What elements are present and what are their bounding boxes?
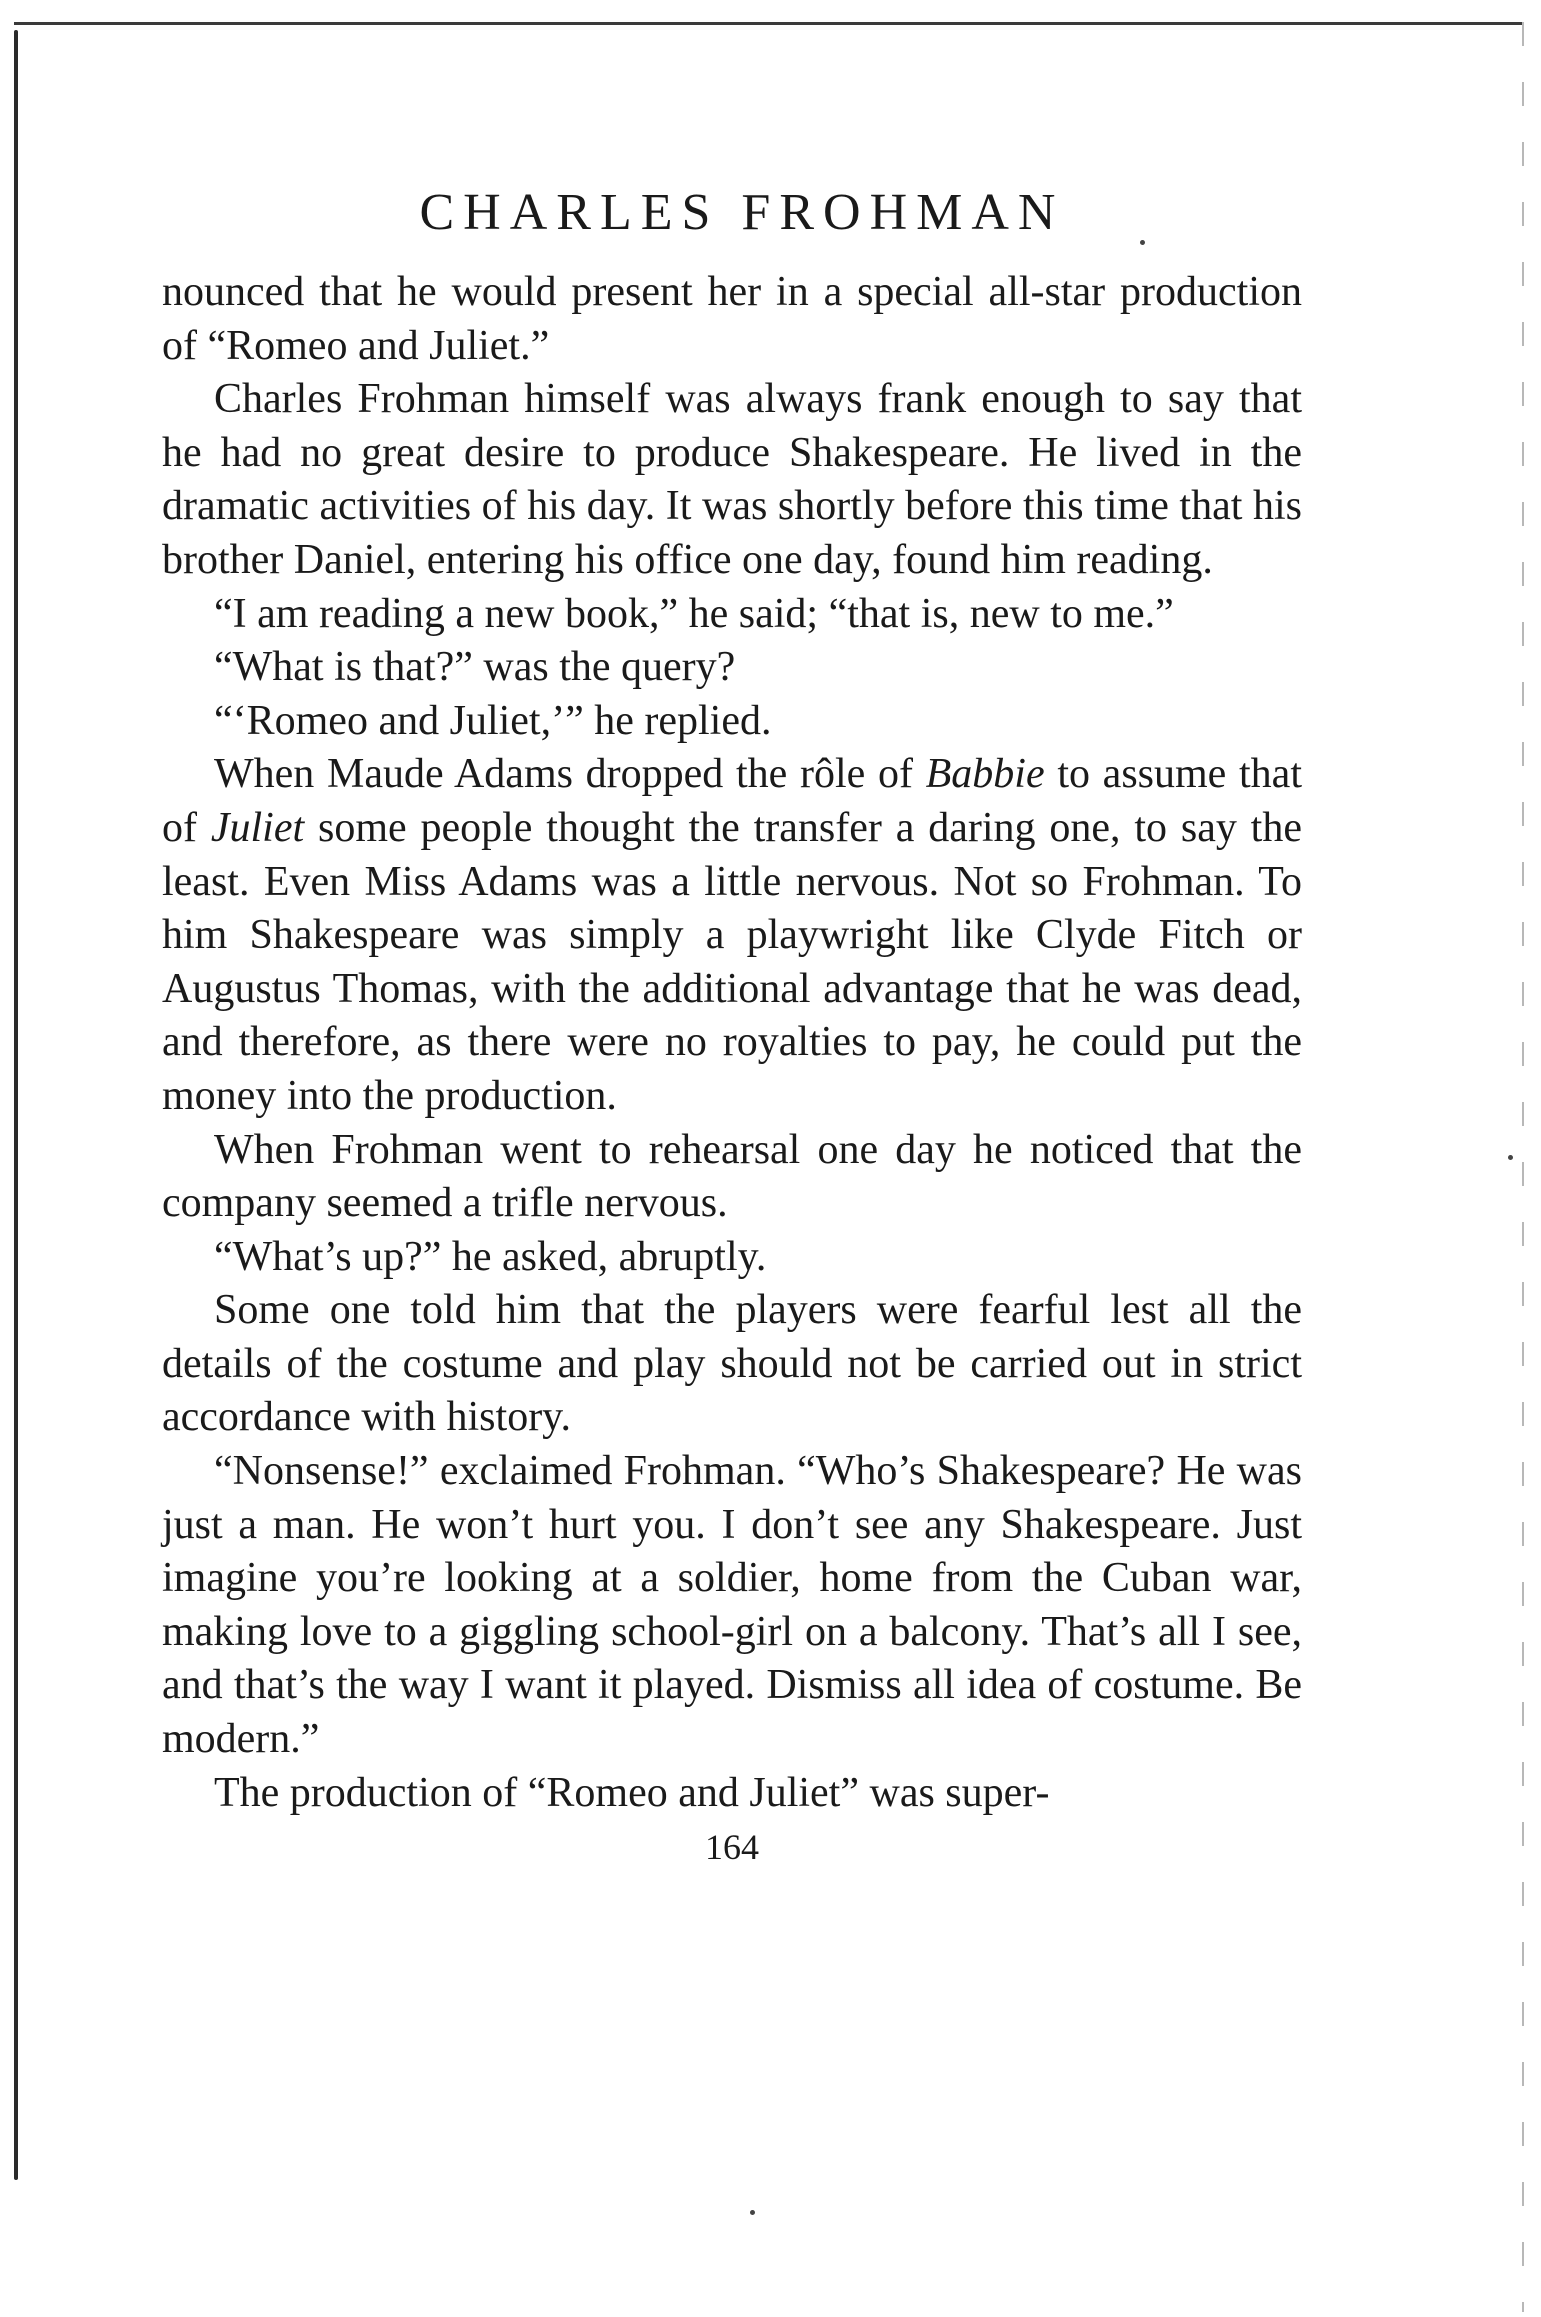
book-page [162,178,1302,1872]
page-number: 164 [705,1827,759,1868]
paragraph: “Nonsense!” exclaimed Frohman. “Who’s Shakespeare? He was just a man. He won’t hurt you. I don’t see any Shakespeare. Just imagine you’re looking at a soldier, home from the Cuban war, making love to a giggling school-girl on a balcony. That’s all I see, and that’s the way I want it played. Dismiss all idea of costume. Be modern.” [162,1448,1302,1763]
paragraph: “What is that?” was the query? [214,644,736,691]
page-top-edge [14,22,1524,25]
scan-speck [1508,1155,1513,1160]
paragraph: The production of “Romeo and Juliet” was super- [214,1769,1050,1816]
paragraph: nounced that he would present her in a special all-star production of “Romeo and Juliet.” [162,269,1302,369]
italic-role-name: Juliet [210,804,305,851]
paragraph [162,748,1302,1123]
text-run: to assume that of [162,751,1302,851]
running-head: CHARLES FROHMAN [419,184,1065,241]
paragraph: “‘Romeo and Juliet,’” he replied. [214,697,772,744]
text-run: When Maude Adams dropped the rôle of [214,751,926,798]
paragraph: Some one told him that the players were fearful lest all the details of the costume and play should not be carried out in strict accordance with history. [162,1287,1302,1441]
scan-speck [750,2210,755,2215]
body-text [162,266,1302,1820]
paragraph: “I am reading a new book,” he said; “that is, new to me.” [214,590,1174,637]
text-run: some people thought the transfer a daring one, to say the least. Even Miss Adams was a little nervous. Not so Frohman. To him Shakespeare was simply a playwright like Clyde Fitch or Augustus Thomas, with the additional advantage that he was dead, and therefore, as there were no royalties to pay, he could put the money into the production. [162,804,1302,1119]
paragraph: When Frohman went to rehearsal one day he noticed that the company seemed a trifle nervous. [162,1126,1302,1227]
paragraph: Charles Frohman himself was always frank enough to say that he had no great desire to produce Shakespeare. He lived in the dramatic activities of his day. It was shortly before this time that his brother Daniel, entering his office one day, found him reading. [162,376,1302,583]
italic-role-name: Babbie [925,751,1045,798]
page-left-edge [14,30,18,2180]
paragraph: “What’s up?” he asked, abruptly. [214,1233,767,1280]
page-right-edge [1522,22,1524,2312]
